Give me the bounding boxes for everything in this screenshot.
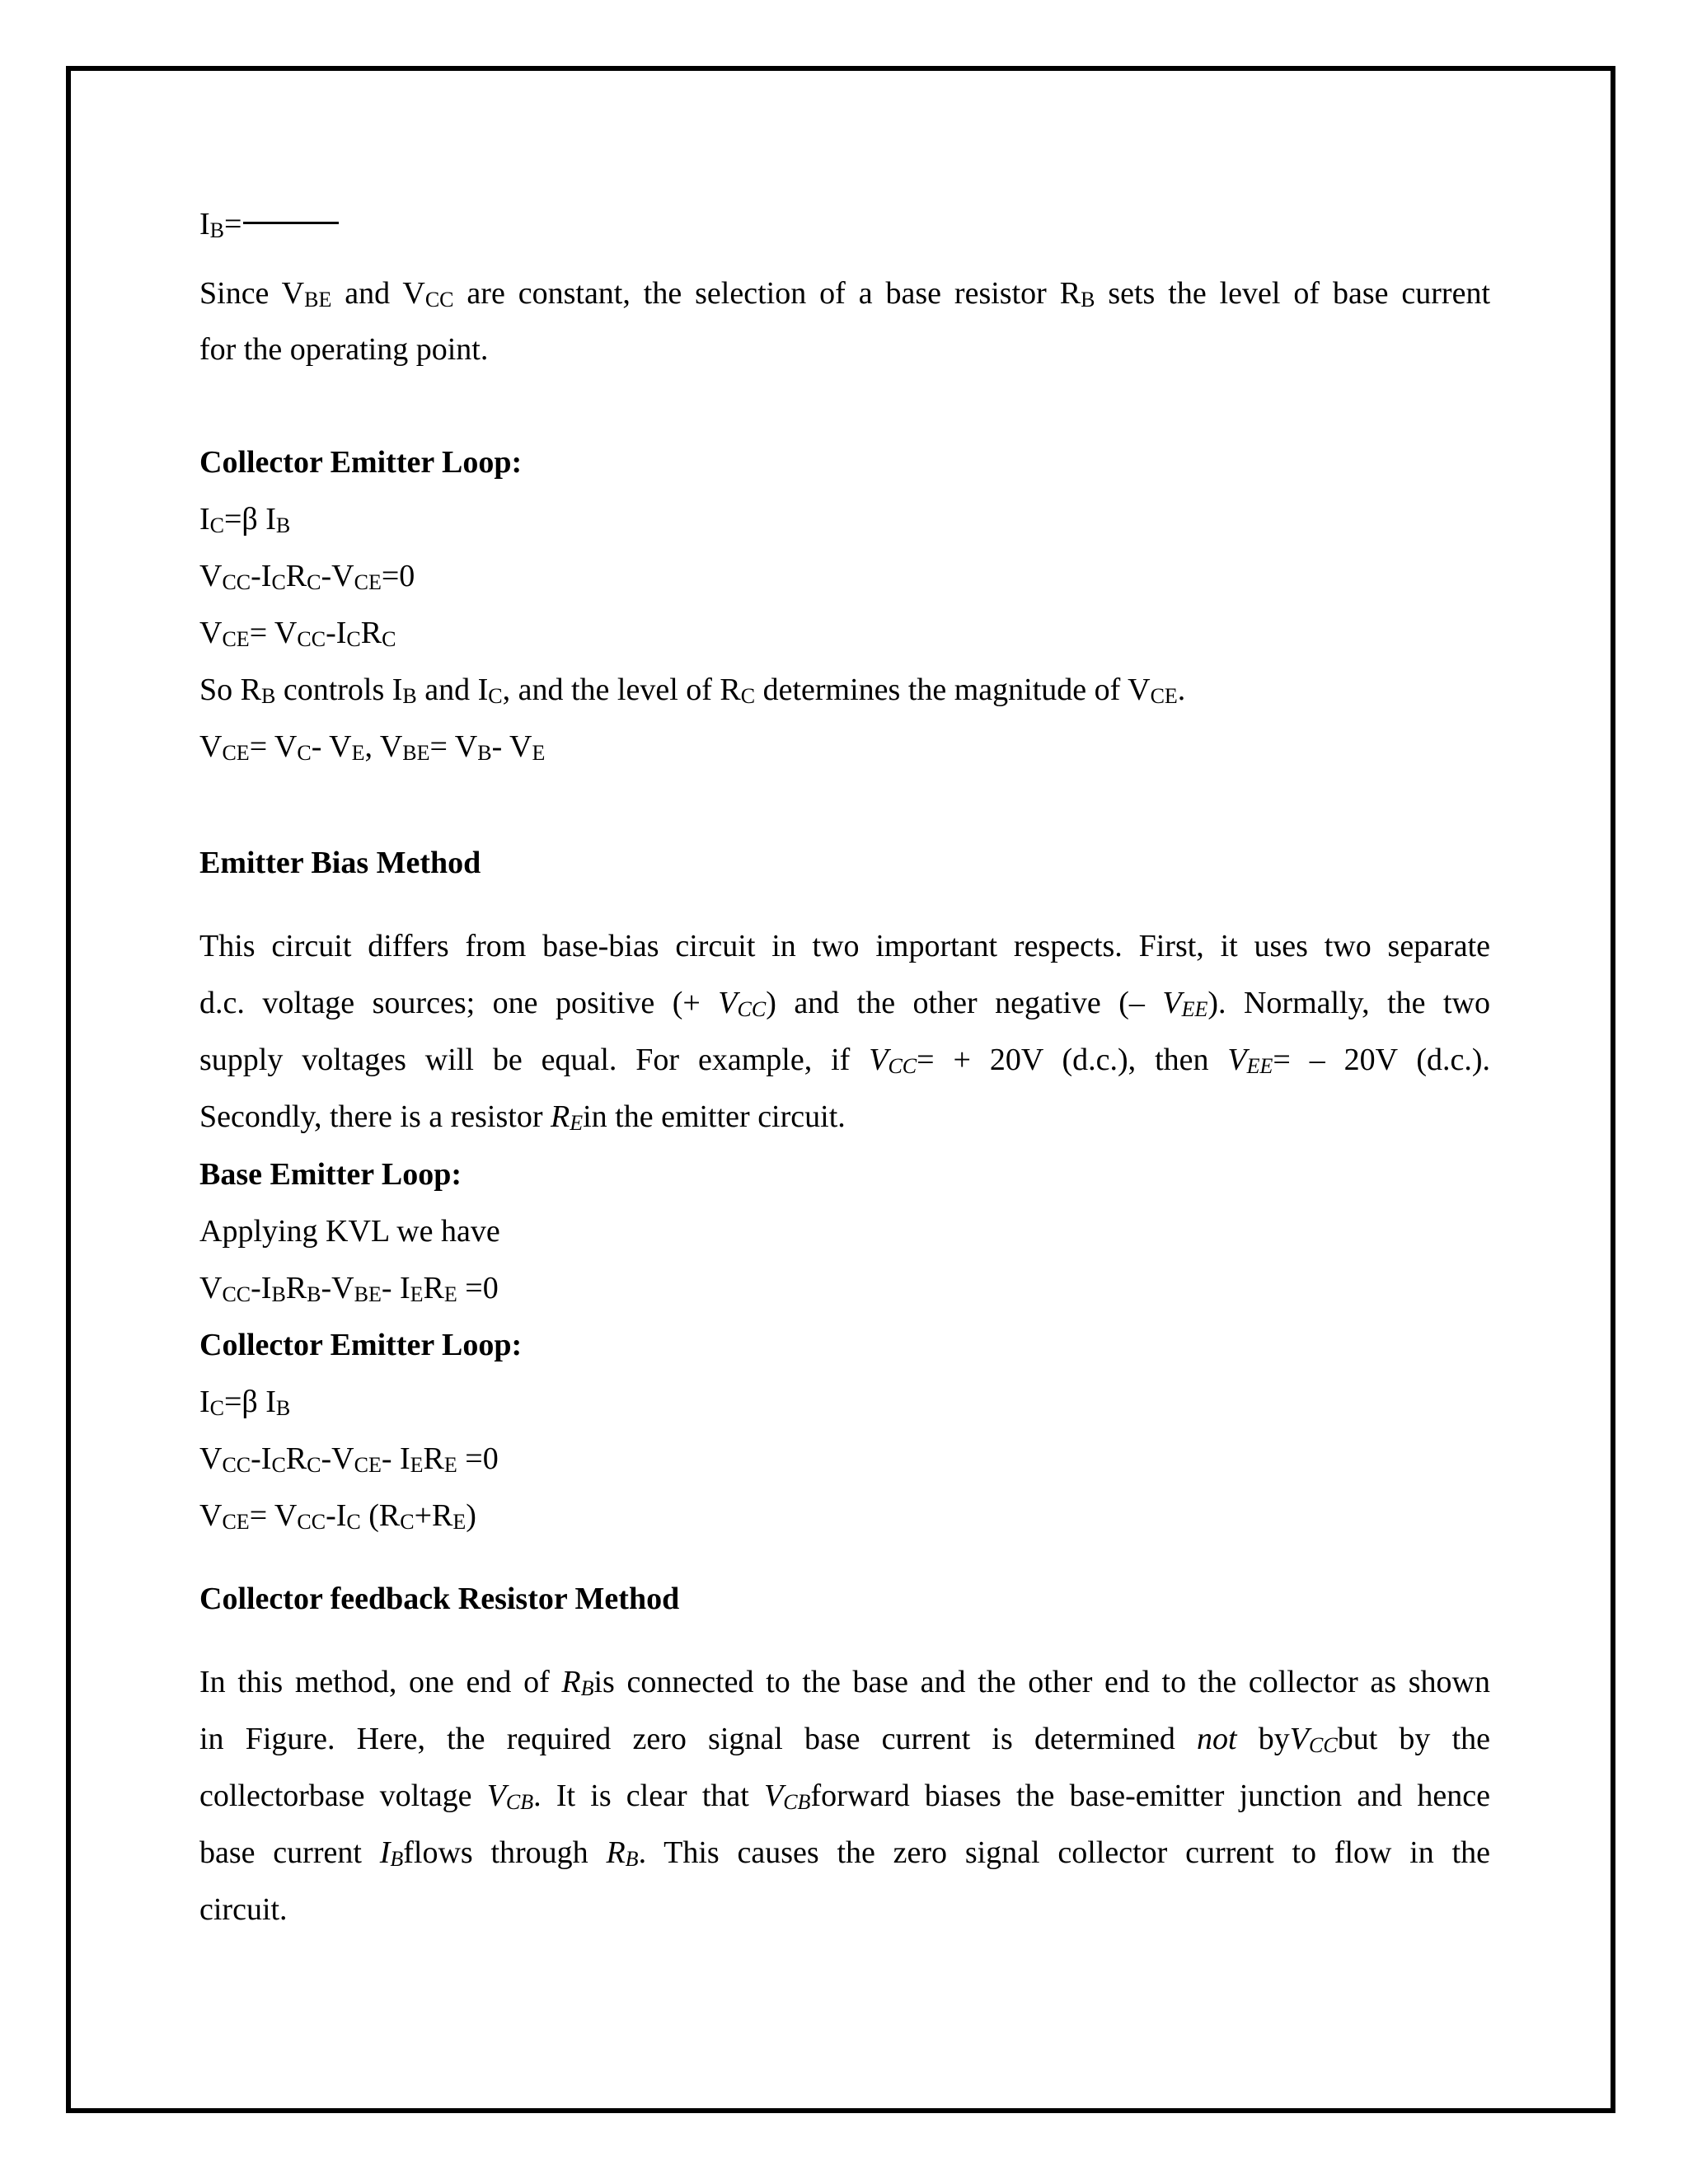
paragraph-line: base current $I_Bflows$ through $R_B$. This causes the zero signal collector current to flow in the <box>199 1835 1490 1871</box>
paragraph-line: in Figure. Here, the required zero signal base current is determined not byV$_{CC}$but by the <box>199 1722 1491 1757</box>
paragraph-line: So $R_B$ controls $I_B$ and $I_C$, and the level of $R_C$ determines the magnitude of $V_{CE}$. <box>199 673 1186 708</box>
section-heading: Collector Emitter Loop: <box>199 1328 523 1362</box>
paragraph-line: d.c. voltage sources; one positive (+ $V_{CC}$) and the other negative (– $V_{EE}$). Normally, the two <box>199 986 1490 1021</box>
equation: $V_{CC}-I_CR_C-V_{CE}=0$ <box>199 559 415 594</box>
equation: $V_{CE}= V_{CC}-I_C$ $(R_C+R_E)$ <box>199 1498 476 1534</box>
section-heading: Collector feedback Resistor Method <box>199 1582 680 1616</box>
section-heading: Emitter Bias Method <box>199 846 481 880</box>
equation: $I_C=\beta$ $I_B$ <box>199 502 291 537</box>
paragraph-line: Applying KVL we have <box>199 1214 500 1249</box>
paragraph-line: for the operating point. <box>199 332 489 367</box>
fraction-bar <box>243 222 339 224</box>
paragraph-line: Secondly, there is a resistor $R_Ein$ the emitter circuit. <box>199 1099 846 1135</box>
paragraph-line: collectorbase voltage $V_{CB}$. It is clear that $V_{CB}forward$ biases the base-emitter junction and hence <box>199 1779 1491 1814</box>
paragraph-line: This circuit differs from base-bias circuit in two important respects. First, it uses two separate <box>199 929 1490 963</box>
equation: $V_{CC}-I_BR_B-V_{BE}-$ $I_ER_E =0$ <box>199 1271 499 1306</box>
equation: $I_C=\beta$ $I_B$ <box>199 1385 291 1420</box>
equation: $V_{CE}= V_{CC}-I_CR_C$ <box>199 616 396 651</box>
paragraph-line: circuit. <box>199 1892 288 1927</box>
equation: $V_{CE}= V_C-$ $V_E$, $V_{BE}= V_B-$ $V_E$ <box>199 729 546 765</box>
equation: $V_{CC}-I_CR_C-V_{CE}-$ $I_ER_E =0$ <box>199 1441 499 1477</box>
paragraph-line: supply voltages will be equal. For example, if $V_{CC}= + 20V$ (d.c.), then $V_{EE}= - 20V$ (d.c.). <box>199 1043 1490 1078</box>
section-heading: Collector Emitter Loop: <box>199 445 523 480</box>
paragraph-line: Since $V_{BE}$ and $V_{CC}$ are constant, the selection of a base resistor $R_B$ sets the level of base current <box>199 276 1491 312</box>
ib-equation: $I_B=$ <box>199 204 339 244</box>
section-heading: Base Emitter Loop: <box>199 1157 462 1192</box>
paragraph-line: In this method, one end of $R_Bis$ connected to the base and the other end to the collector as shown <box>199 1665 1490 1700</box>
